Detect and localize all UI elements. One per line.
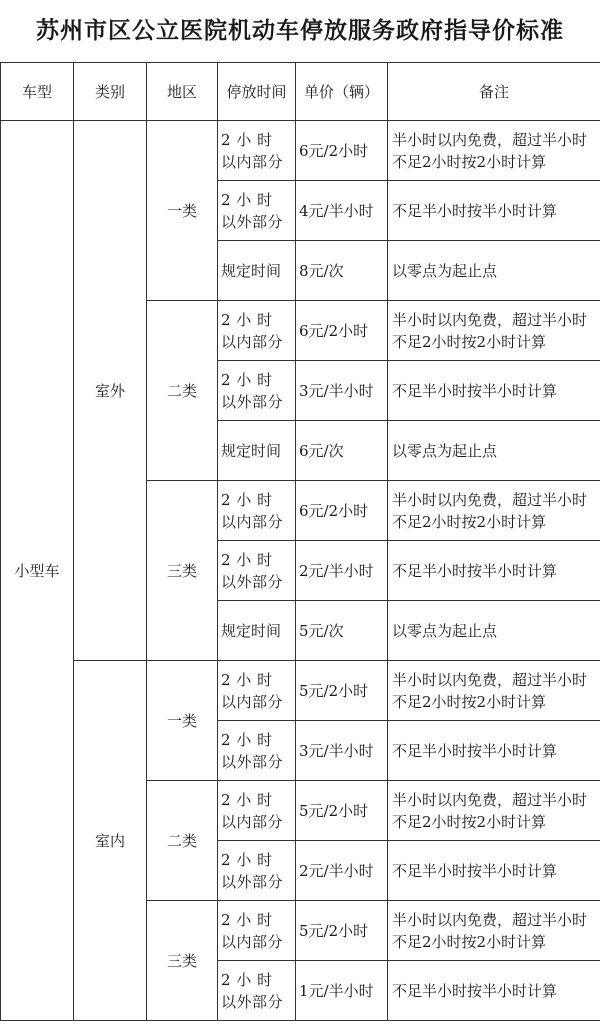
category-cell-outdoor: 室外 bbox=[74, 121, 147, 661]
note-cell: 不足半小时按半小时计算 bbox=[388, 961, 600, 1021]
region-cell: 三类 bbox=[147, 481, 218, 661]
price-cell: 8元/次 bbox=[296, 241, 388, 301]
time-cell: 2 小 时 以外部分 bbox=[218, 181, 296, 241]
price-cell: 3元/半小时 bbox=[296, 721, 388, 781]
parking-price-table bbox=[0, 62, 600, 1021]
price-cell: 6元/2小时 bbox=[296, 481, 388, 541]
note-cell: 以零点为起止点 bbox=[388, 601, 600, 661]
note-cell: 不足半小时按半小时计算 bbox=[388, 181, 600, 241]
time-cell: 2 小 时 以内部分 bbox=[218, 481, 296, 541]
header-category: 类别 bbox=[74, 63, 147, 121]
note-cell: 半小时以内免费，超过半小时不足2小时按2小时计算 bbox=[388, 661, 600, 721]
table-row bbox=[1, 661, 600, 721]
note-cell: 半小时以内免费，超过半小时不足2小时按2小时计算 bbox=[388, 481, 600, 541]
note-cell: 半小时以内免费，超过半小时不足2小时按2小时计算 bbox=[388, 901, 600, 961]
time-cell: 2 小 时 以外部分 bbox=[218, 961, 296, 1021]
note-cell: 不足半小时按半小时计算 bbox=[388, 721, 600, 781]
region-cell: 二类 bbox=[147, 781, 218, 901]
region-cell: 二类 bbox=[147, 301, 218, 481]
price-cell: 5元/2小时 bbox=[296, 781, 388, 841]
time-cell: 2 小 时 以外部分 bbox=[218, 841, 296, 901]
price-cell: 2元/半小时 bbox=[296, 841, 388, 901]
document-title: 苏州市区公立医院机动车停放服务政府指导价标准 bbox=[36, 17, 564, 44]
time-cell: 2 小 时 以内部分 bbox=[218, 901, 296, 961]
price-cell: 3元/半小时 bbox=[296, 361, 388, 421]
category-cell-indoor: 室内 bbox=[74, 661, 147, 1021]
time-cell: 2 小 时 以内部分 bbox=[218, 781, 296, 841]
note-cell: 以零点为起止点 bbox=[388, 241, 600, 301]
price-cell: 1元/半小时 bbox=[296, 961, 388, 1021]
price-cell: 5元/2小时 bbox=[296, 901, 388, 961]
time-cell: 2 小 时 以内部分 bbox=[218, 121, 296, 181]
time-cell: 2 小 时 以外部分 bbox=[218, 361, 296, 421]
note-cell: 不足半小时按半小时计算 bbox=[388, 361, 600, 421]
vehicle-type-cell: 小型车 bbox=[1, 121, 74, 1021]
price-cell: 2元/半小时 bbox=[296, 541, 388, 601]
time-cell: 规定时间 bbox=[218, 601, 296, 661]
header-vehicle-type: 车型 bbox=[1, 63, 74, 121]
price-cell: 6元/2小时 bbox=[296, 121, 388, 181]
note-cell: 不足半小时按半小时计算 bbox=[388, 841, 600, 901]
note-cell: 以零点为起止点 bbox=[388, 421, 600, 481]
note-cell: 半小时以内免费，超过半小时不足2小时按2小时计算 bbox=[388, 781, 600, 841]
price-cell: 6元/2小时 bbox=[296, 301, 388, 361]
price-cell: 4元/半小时 bbox=[296, 181, 388, 241]
note-cell: 半小时以内免费，超过半小时不足2小时按2小时计算 bbox=[388, 301, 600, 361]
header-region: 地区 bbox=[147, 63, 218, 121]
price-cell: 6元/次 bbox=[296, 421, 388, 481]
time-cell: 2 小 时 以外部分 bbox=[218, 541, 296, 601]
price-cell: 5元/次 bbox=[296, 601, 388, 661]
header-unit-price: 单价（辆） bbox=[296, 63, 388, 121]
table-row bbox=[1, 121, 600, 181]
region-cell: 一类 bbox=[147, 121, 218, 301]
time-cell: 规定时间 bbox=[218, 421, 296, 481]
note-cell: 不足半小时按半小时计算 bbox=[388, 541, 600, 601]
time-cell: 2 小 时 以内部分 bbox=[218, 301, 296, 361]
region-cell: 一类 bbox=[147, 661, 218, 781]
time-cell: 2 小 时 以内部分 bbox=[218, 661, 296, 721]
table-header-row bbox=[1, 63, 600, 121]
header-remarks: 备注 bbox=[388, 63, 600, 121]
region-cell: 三类 bbox=[147, 901, 218, 1021]
note-cell: 半小时以内免费，超过半小时不足2小时按2小时计算 bbox=[388, 121, 600, 181]
time-cell: 2 小 时 以外部分 bbox=[218, 721, 296, 781]
price-cell: 5元/2小时 bbox=[296, 661, 388, 721]
time-cell: 规定时间 bbox=[218, 241, 296, 301]
header-parking-time: 停放时间 bbox=[218, 63, 296, 121]
